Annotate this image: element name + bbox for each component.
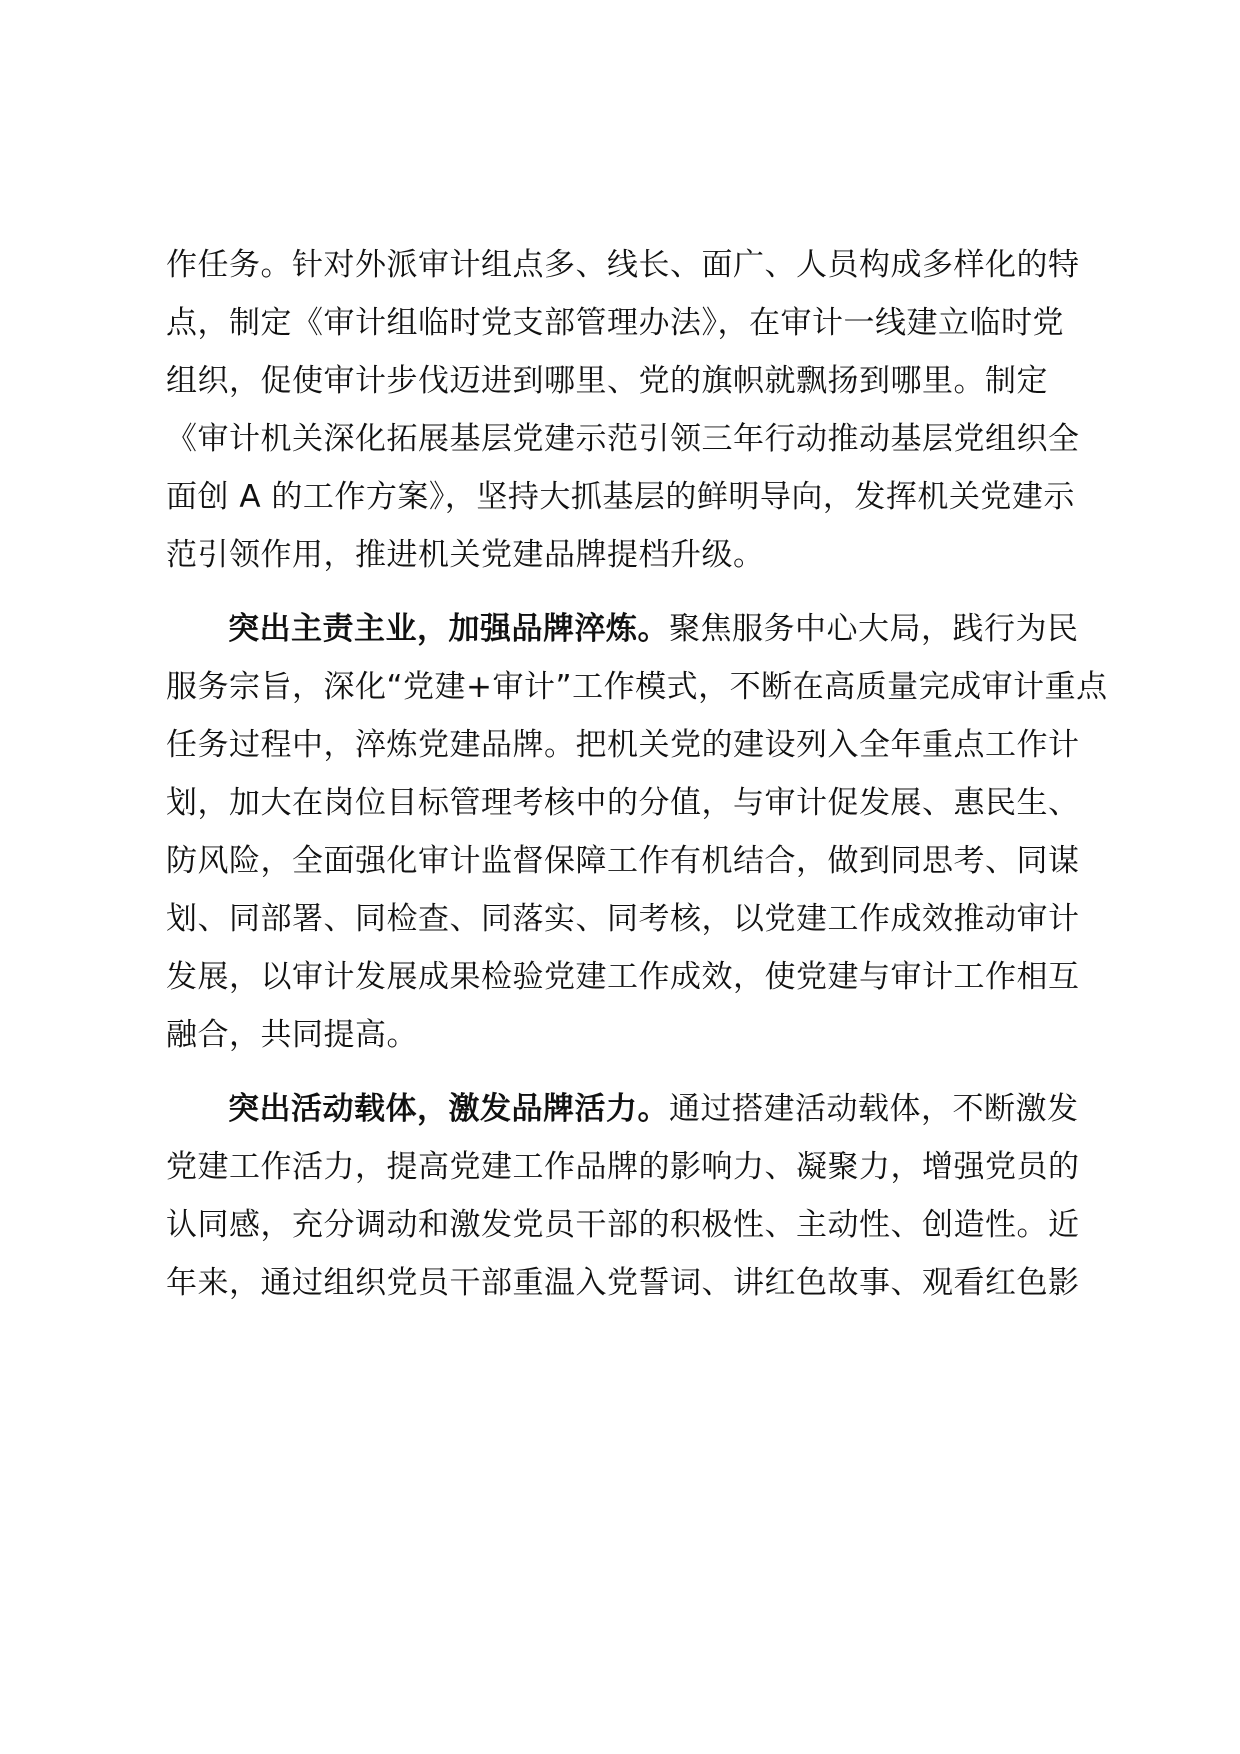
paragraph-line: 组织，促使审计步伐迈进到哪里、党的旗帜就飘扬到哪里。制定 bbox=[166, 363, 1048, 399]
paragraph-text: 通过搭建活动载体，不断激发 bbox=[669, 1091, 1079, 1127]
paragraph-line: 划，加大在岗位目标管理考核中的分值，与审计促发展、惠民生、 bbox=[166, 785, 1080, 821]
paragraph-line: 认同感，充分调动和激发党员干部的积极性、主动性、创造性。近 bbox=[166, 1207, 1080, 1243]
paragraph-heading: 突出活动载体，激发品牌活力。 bbox=[228, 1091, 669, 1127]
paragraph-line: 防风险，全面强化审计监督保障工作有机结合，做到同思考、同谋 bbox=[166, 843, 1080, 879]
body-text bbox=[166, 236, 1108, 1312]
paragraph-heading: 突出主责主业，加强品牌淬炼。 bbox=[228, 611, 669, 647]
paragraph-text: 聚焦服务中心大局，践行为民 bbox=[669, 611, 1079, 647]
paragraph-line: 融合，共同提高。 bbox=[166, 1017, 418, 1053]
paragraph-line: 服务宗旨，深化“党建+审计”工作模式，不断在高质量完成审计重点 bbox=[166, 669, 1108, 705]
paragraph-line: 作任务。针对外派审计组点多、线长、面广、人员构成多样化的特 bbox=[166, 247, 1080, 283]
paragraph-line: 面创 A 的工作方案》，坚持大抓基层的鲜明导向，发挥机关党建示 bbox=[166, 479, 1075, 515]
paragraph-line: 任务过程中，淬炼党建品牌。把机关党的建设列入全年重点工作计 bbox=[166, 727, 1080, 763]
paragraph-line: 年来，通过组织党员干部重温入党誓词、讲红色故事、观看红色影 bbox=[166, 1265, 1080, 1301]
paragraph-line: 范引领作用，推进机关党建品牌提档升级。 bbox=[166, 537, 765, 573]
paragraph-3 bbox=[166, 1080, 1086, 1312]
paragraph-line: 点，制定《审计组临时党支部管理办法》，在审计一线建立临时党 bbox=[166, 305, 1064, 341]
paragraph-line: 发展，以审计发展成果检验党建工作成效，使党建与审计工作相互 bbox=[166, 959, 1080, 995]
paragraph-line: 《审计机关深化拓展基层党建示范引领三年行动推动基层党组织全 bbox=[166, 421, 1080, 457]
paragraph-first-line bbox=[166, 1080, 1086, 1138]
paragraph-2 bbox=[166, 600, 1108, 1064]
paragraph-first-line bbox=[166, 600, 1086, 658]
paragraph-line: 党建工作活力，提高党建工作品牌的影响力、凝聚力，增强党员的 bbox=[166, 1149, 1080, 1185]
paragraph-1 bbox=[166, 236, 1086, 584]
paragraph-line: 划、同部署、同检查、同落实、同考核，以党建工作成效推动审计 bbox=[166, 901, 1080, 937]
